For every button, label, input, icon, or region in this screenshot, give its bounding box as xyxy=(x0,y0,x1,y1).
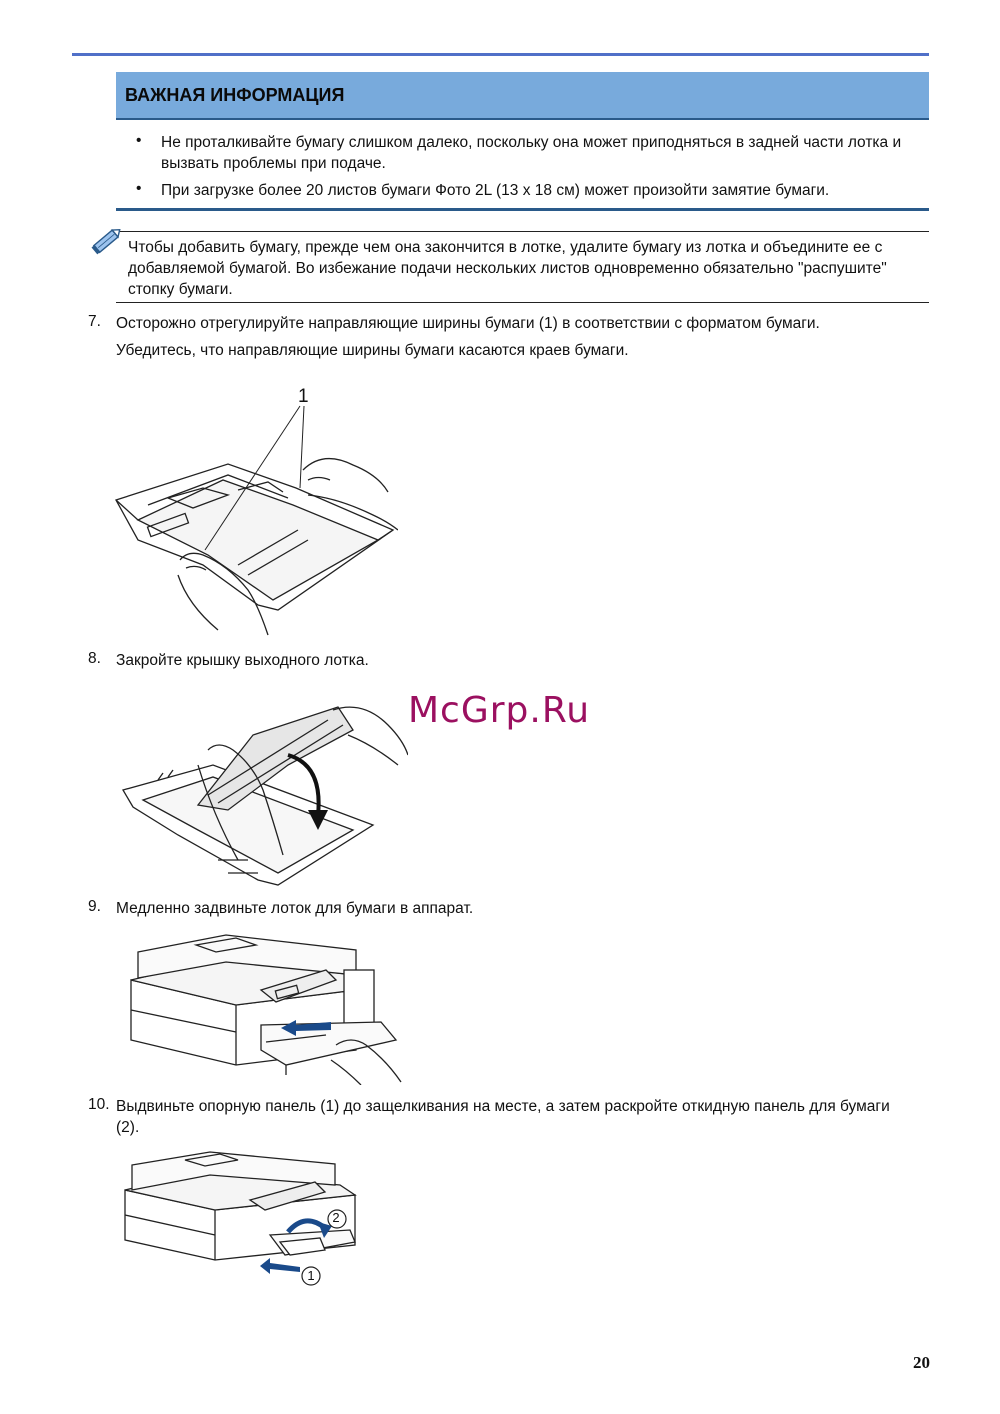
callout-1: 1 xyxy=(307,1268,315,1283)
open-support-illustration xyxy=(120,1150,360,1290)
step-subtext: Убедитесь, что направляющие ширины бумаги касаются краев бумаги. xyxy=(116,342,629,359)
bullet: • xyxy=(136,180,142,197)
close-cover-illustration xyxy=(118,695,408,890)
pencil-icon xyxy=(90,224,124,258)
callout-2: 2 xyxy=(332,1210,340,1225)
bullet: • xyxy=(136,132,142,149)
important-bottom-rule xyxy=(116,208,929,211)
important-item: Не проталкивайте бумагу слишком далеко, поскольку она может приподняться в задней части лотка и вызвать проблемы при подаче. xyxy=(161,134,902,172)
top-rule xyxy=(72,53,929,56)
step-text: Медленно задвиньте лоток для бумаги в аппарат. xyxy=(116,900,474,917)
step-number: 10. xyxy=(88,1096,110,1113)
step-number: 8. xyxy=(88,650,101,667)
step-text: Закройте крышку выходного лотка. xyxy=(116,652,369,669)
step-number: 9. xyxy=(88,898,101,915)
page-number: 20 xyxy=(913,1353,930,1372)
important-item: При загрузке более 20 листов бумаги Фото 2L (13 x 18 см) может произойти замятие бумаги. xyxy=(161,182,830,199)
important-title: ВАЖНАЯ ИНФОРМАЦИЯ xyxy=(125,85,345,105)
insert-tray-illustration xyxy=(126,930,406,1085)
tray-guides-illustration xyxy=(108,380,398,640)
note-bottom-rule xyxy=(116,302,929,303)
step-number: 7. xyxy=(88,313,101,330)
step-text: Осторожно отрегулируйте направляющие ширины бумаги (1) в соответствии с форматом бумаги. xyxy=(116,315,820,332)
watermark: McGrp.Ru xyxy=(408,690,591,731)
step-text: Выдвиньте опорную панель (1) до защелкивания на месте, а затем раскройте откидную панель для бумаги (2). xyxy=(116,1098,890,1136)
callout-1: 1 xyxy=(298,386,309,407)
note-text: Чтобы добавить бумагу, прежде чем она закончится в лотке, удалите бумагу из лотка и объедините ее с добавляемой бумагой. Во избежание подачи нескольких листов одновременно обязательно "распушите" стопку бумаги. xyxy=(128,239,887,298)
note-top-rule xyxy=(116,231,929,232)
